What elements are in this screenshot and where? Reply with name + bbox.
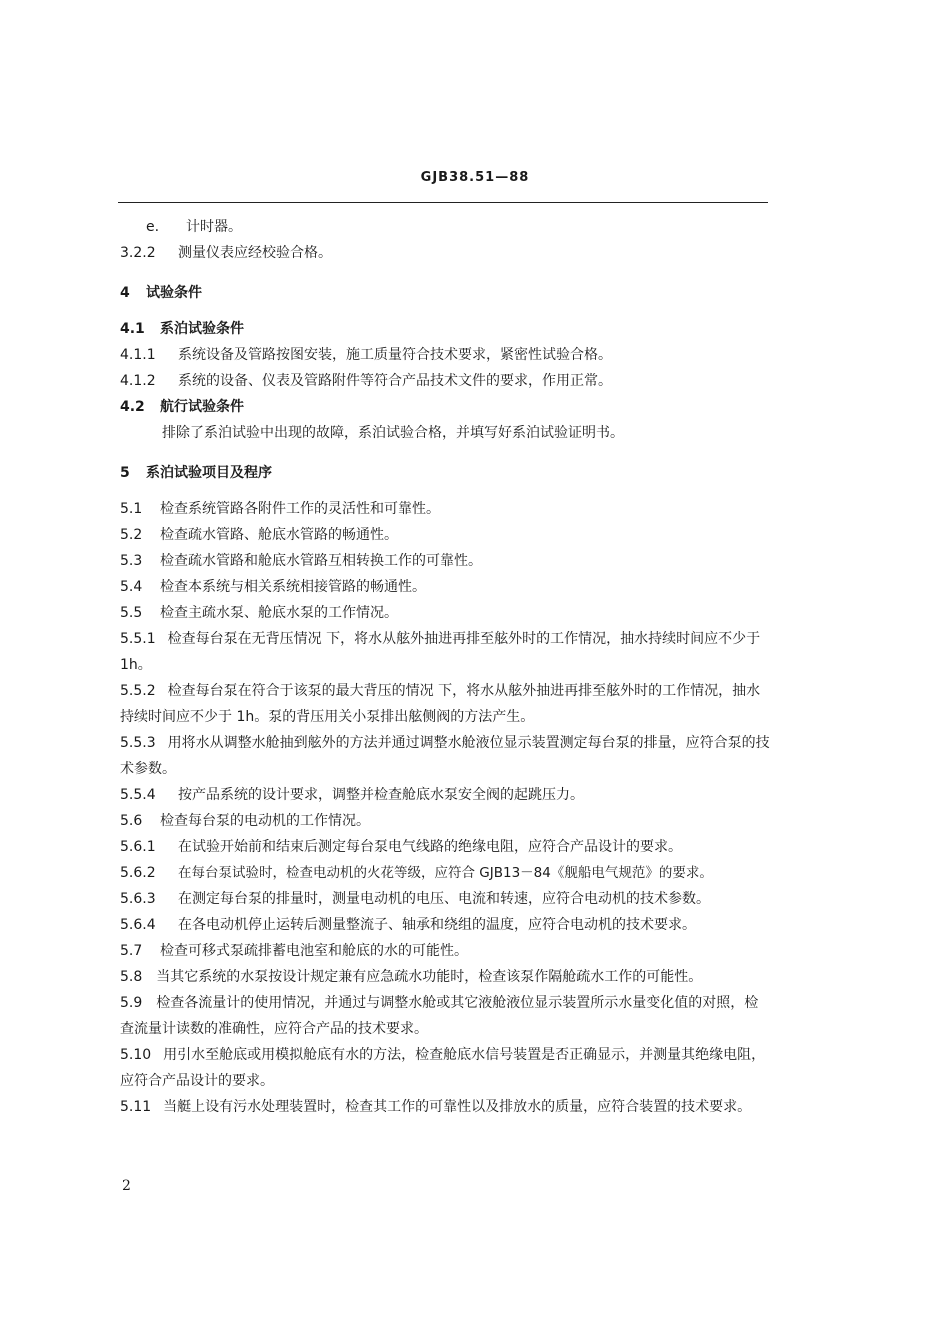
clause-text: 测量仪表应经校验合格。 xyxy=(178,245,332,261)
clause xyxy=(120,240,770,266)
clause-text: 用引水至舱底或用模拟舱底有水的方法，检查舱底水信号装置是否正确显示，并测量其绝缘电阻，应符合产品设计的要求。 xyxy=(120,1047,766,1089)
heading-number: 5 xyxy=(120,465,130,481)
standard-code-header: GJB38.51—88 xyxy=(420,170,530,185)
heading-text: 试验条件 xyxy=(146,285,202,301)
subsection-heading-4-2 xyxy=(120,394,770,420)
clause-number: 5.5 xyxy=(120,605,143,621)
heading-text: 系泊试验条件 xyxy=(160,321,244,337)
clause-text: 系统设备及管路按图安装，施工质量符合技术要求，紧密性试验合格。 xyxy=(178,347,612,363)
clause-text: 按产品系统的设计要求，调整并检查舱底水泵安全阀的起跳压力。 xyxy=(178,787,584,803)
clause xyxy=(120,860,770,886)
clause-text: 在测定每台泵的排量时，测量电动机的电压、电流和转速，应符合电动机的技术参数。 xyxy=(178,891,710,907)
page-number: 2 xyxy=(122,1178,131,1194)
section-heading-4 xyxy=(120,280,770,306)
heading-number: 4.1 xyxy=(120,321,145,337)
clause-number: 5.2 xyxy=(120,527,143,543)
clause-number: 5.6.2 xyxy=(120,865,156,881)
clause-text: 在每台泵试验时，检查电动机的火花等级，应符合 GJB13－84《舰船电气规范》的要求。 xyxy=(178,865,713,881)
clause-text: 检查可移式泵疏排蓄电池室和舱底的水的可能性。 xyxy=(160,943,468,959)
clause-number: 5.10 xyxy=(120,1047,152,1063)
clause-text: 检查本系统与相关系统相接管路的畅通性。 xyxy=(160,579,426,595)
clause xyxy=(120,886,770,912)
item-number: e. xyxy=(146,219,160,235)
clause-text: 检查系统管路各附件工作的灵活性和可靠性。 xyxy=(160,501,440,517)
clause-number: 5.4 xyxy=(120,579,143,595)
clause-wrapped xyxy=(120,1042,770,1094)
clause-number: 4.1.2 xyxy=(120,373,156,389)
clause-text: 检查每台泵在无背压情况 下，将水从舷外抽进再排至舷外时的工作情况，抽水持续时间应不少于 1h。 xyxy=(120,631,761,673)
clause-text: 当其它系统的水泵按设计规定兼有应急疏水功能时，检查该泵作隔舱疏水工作的可能性。 xyxy=(156,969,703,985)
clause-number: 5.11 xyxy=(120,1099,152,1115)
subsection-heading-4-1 xyxy=(120,316,770,342)
clause-number: 5.6.1 xyxy=(120,839,156,855)
clause-text: 检查每台泵的电动机的工作情况。 xyxy=(160,813,370,829)
clause-text: 检查每台泵在符合于该泵的最大背压的情况 下，将水从舷外抽进再排至舷外时的工作情况，抽水持续时间应不少于 1h。泵的背压用关小泵排出舷侧阀的方法产生。 xyxy=(120,683,761,725)
clause-wrapped xyxy=(120,626,770,678)
clause xyxy=(120,548,770,574)
clause xyxy=(120,600,770,626)
clause-wrapped xyxy=(120,964,770,990)
clause xyxy=(120,834,770,860)
heading-number: 4.2 xyxy=(120,399,145,415)
clause-number: 5.5.2 xyxy=(120,683,156,699)
clause-text: 在各电动机停止运转后测量整流子、轴承和绕组的温度，应符合电动机的技术要求。 xyxy=(178,917,696,933)
clause-number: 5.8 xyxy=(120,969,143,985)
clause-text: 检查主疏水泵、舱底水泵的工作情况。 xyxy=(160,605,398,621)
paragraph xyxy=(120,420,770,446)
clause-text: 用将水从调整水舱抽到舷外的方法并通过调整水舱液位显示装置测定每台泵的排量，应符合泵的技术参数。 xyxy=(120,735,770,777)
clause-text: 检查疏水管路、舱底水管路的畅通性。 xyxy=(160,527,398,543)
clause-number: 5.1 xyxy=(120,501,143,517)
clause-number: 5.6 xyxy=(120,813,143,829)
document-body xyxy=(120,214,770,1120)
clause xyxy=(120,522,770,548)
clause-number: 5.9 xyxy=(120,995,143,1011)
clause xyxy=(120,368,770,394)
clause-text: 检查疏水管路和舱底水管路互相转换工作的可靠性。 xyxy=(160,553,482,569)
clause-wrapped xyxy=(120,990,770,1042)
clause-text: 检查各流量计的使用情况，并通过与调整水舱或其它液舱液位显示装置所示水量变化值的对照，检查流量计读数的准确性，应符合产品的技术要求。 xyxy=(120,995,759,1037)
heading-text: 航行试验条件 xyxy=(160,399,244,415)
clause-number: 3.2.2 xyxy=(120,245,156,261)
heading-number: 4 xyxy=(120,285,130,301)
clause-number: 5.5.3 xyxy=(120,735,156,751)
clause-wrapped xyxy=(120,678,770,730)
heading-text: 系泊试验项目及程序 xyxy=(146,465,272,481)
clause xyxy=(120,342,770,368)
clause xyxy=(120,938,770,964)
clause-wrapped xyxy=(120,1094,770,1120)
clause xyxy=(120,496,770,522)
clause-text: 系统的设备、仪表及管路附件等符合产品技术文件的要求，作用正常。 xyxy=(178,373,612,389)
paragraph-text: 排除了系泊试验中出现的故障，系泊试验合格，并填写好系泊试验证明书。 xyxy=(162,425,624,441)
clause-number: 5.6.4 xyxy=(120,917,156,933)
clause xyxy=(120,808,770,834)
clause-text: 在试验开始前和结束后测定每台泵电气线路的绝缘电阻，应符合产品设计的要求。 xyxy=(178,839,682,855)
clause-number: 5.3 xyxy=(120,553,143,569)
item-text: 计时器。 xyxy=(186,219,242,235)
header-rule xyxy=(118,202,768,203)
clause-number: 5.7 xyxy=(120,943,143,959)
clause xyxy=(120,782,770,808)
clause xyxy=(120,912,770,938)
clause-number: 5.5.4 xyxy=(120,787,156,803)
clause-wrapped xyxy=(120,730,770,782)
clause-number: 5.6.3 xyxy=(120,891,156,907)
clause-text: 当艇上设有污水处理装置时，检查其工作的可靠性以及排放水的质量，应符合装置的技术要求。 xyxy=(163,1099,752,1115)
section-heading-5 xyxy=(120,460,770,486)
clause-number: 5.5.1 xyxy=(120,631,156,647)
clause-number: 4.1.1 xyxy=(120,347,156,363)
list-item xyxy=(120,214,770,240)
clause xyxy=(120,574,770,600)
